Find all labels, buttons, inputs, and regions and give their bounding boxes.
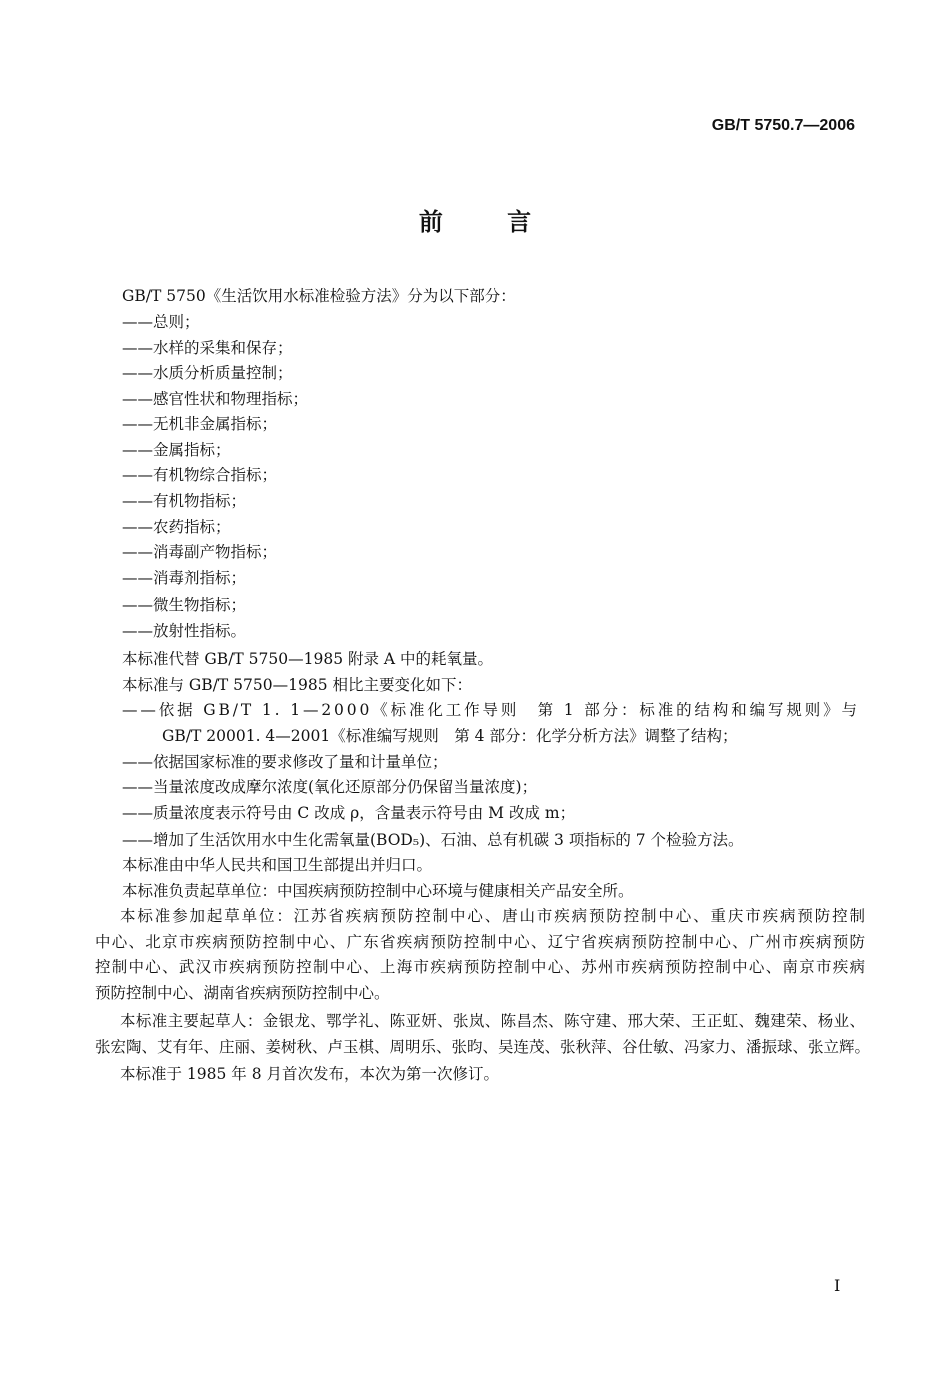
list-item: ——消毒剂指标； (122, 569, 247, 587)
paragraph-line: 控制中心、武汉市疾病预防控制中心、上海市疾病预防控制中心、苏州市疾病预防控制中心、南京市疾病 (95, 958, 867, 976)
paragraph-line: 本标准于 1985 年 8 月首次发布，本次为第一次修订。 (120, 1065, 500, 1083)
change-item: ——依据 GB/T 1. 1—2000《标准化工作导则 第 1 部分：标准的结构和编写规则》与 (122, 701, 860, 719)
list-item: ——微生物指标； (122, 596, 247, 614)
list-item: ——放射性指标。 (122, 622, 247, 640)
list-item: ——无机非金属指标； (122, 415, 278, 433)
paragraph-line: 本标准与 GB/T 5750—1985 相比主要变化如下： (122, 676, 473, 694)
list-item: ——有机物综合指标； (122, 466, 278, 484)
paragraph-line: 本标准代替 GB/T 5750—1985 附录 A 中的耗氧量。 (122, 650, 494, 668)
list-item: ——消毒副产物指标； (122, 543, 278, 561)
page-number: I (834, 1276, 841, 1295)
change-item: ——质量浓度表示符号由 C 改成 ρ，含量表示符号由 M 改成 m； (122, 804, 576, 822)
paragraph-line: 本标准负责起草单位：中国疾病预防控制中心环境与健康相关产品安全所。 (122, 882, 634, 900)
change-item: ——当量浓度改成摩尔浓度(氧化还原部分仍保留当量浓度)； (122, 778, 538, 796)
intro-line: GB/T 5750《生活饮用水标准检验方法》分为以下部分： (122, 287, 516, 305)
standard-number: GB/T 5750.7—2006 (711, 117, 855, 134)
list-item: ——水质分析质量控制； (122, 364, 293, 382)
list-item: ——农药指标； (122, 518, 231, 536)
paragraph-line: 中心、北京市疾病预防控制中心、广东省疾病预防控制中心、辽宁省疾病预防控制中心、广州市疾病预防 (95, 933, 867, 951)
list-item: ——水样的采集和保存； (122, 339, 293, 357)
list-item: ——有机物指标； (122, 492, 247, 510)
list-item: ——总则； (122, 313, 200, 331)
change-item: ——依据国家标准的要求修改了量和计量单位； (122, 753, 448, 771)
list-item: ——金属指标； (122, 441, 231, 459)
paragraph-line: 张宏陶、艾有年、庄丽、姜树秋、卢玉棋、周明乐、张昀、吴连茂、张秋萍、谷仕敏、冯家力、潘振球、张立辉。 (95, 1038, 871, 1056)
page-title: 前 言 (418, 207, 560, 236)
paragraph-line: 本标准参加起草单位：江苏省疾病预防控制中心、唐山市疾病预防控制中心、重庆市疾病预防控制 (120, 907, 867, 925)
list-item: ——感官性状和物理指标； (122, 390, 309, 408)
change-item: ——增加了生活饮用水中生化需氧量(BOD₅)、石油、总有机碳 3 项指标的 7 个检验方法。 (122, 831, 744, 849)
paragraph-line: 本标准主要起草人：金银龙、鄂学礼、陈亚妍、张岚、陈昌杰、陈守建、邢大荣、王正虹、魏建荣、杨业、 (120, 1012, 866, 1030)
paragraph-line: 本标准由中华人民共和国卫生部提出并归口。 (122, 856, 433, 874)
change-item-continued: GB/T 20001. 4—2001《标准编写规则 第 4 部分：化学分析方法》调整了结构； (162, 727, 738, 745)
paragraph-line: 预防控制中心、湖南省疾病预防控制中心。 (95, 984, 390, 1002)
